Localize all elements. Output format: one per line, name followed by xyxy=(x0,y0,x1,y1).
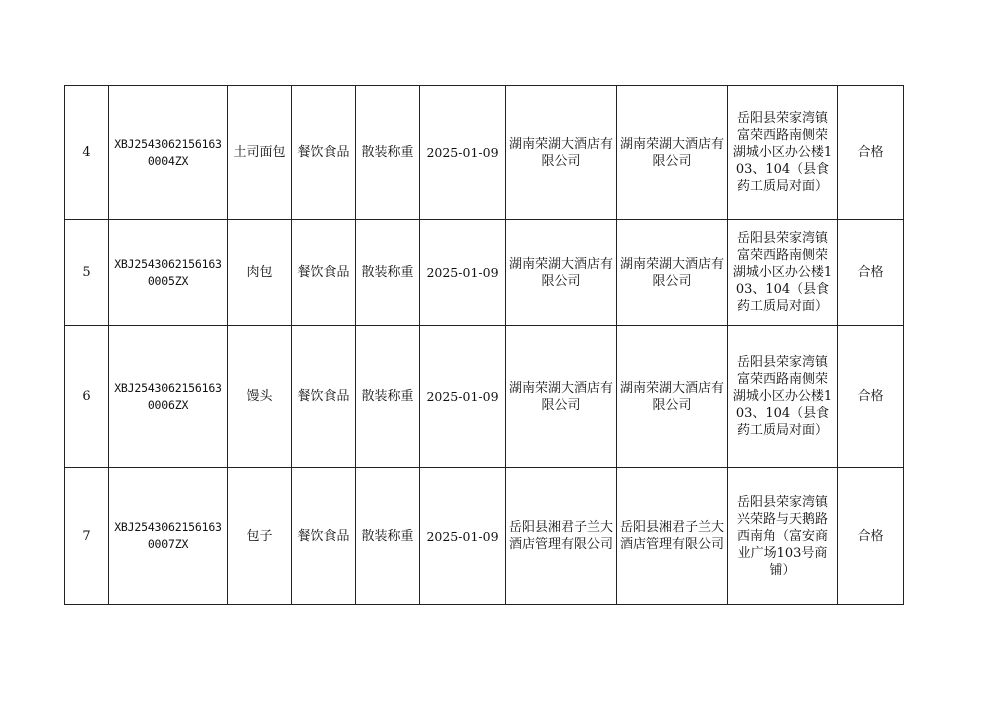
production-date: 2025-01-09 xyxy=(420,326,506,468)
table-row xyxy=(65,220,904,326)
inspection-result: 合格 xyxy=(838,326,904,468)
producer-name: 岳阳县湘君子兰大酒店管理有限公司 xyxy=(506,468,617,605)
sample-code-line1: XBJ2543062156163 xyxy=(114,380,222,395)
row-number: 4 xyxy=(65,86,109,220)
specification: 散装称重 xyxy=(356,326,420,468)
row-number: 6 xyxy=(65,326,109,468)
inspection-result: 合格 xyxy=(838,220,904,326)
specification: 散装称重 xyxy=(356,468,420,605)
row-number: 7 xyxy=(65,468,109,605)
sampled-unit-name: 湖南荣湖大酒店有限公司 xyxy=(617,220,728,326)
sampled-unit-address: 岳阳县荣家湾镇富荣西路南侧荣湖城小区办公楼103、104（县食药工质局对面） xyxy=(728,220,838,326)
sampled-unit-name: 湖南荣湖大酒店有限公司 xyxy=(617,86,728,220)
inspection-result: 合格 xyxy=(838,468,904,605)
sampled-unit-address: 岳阳县荣家湾镇兴荣路与天鹅路西南角（富安商业广场103号商铺） xyxy=(728,468,838,605)
production-date: 2025-01-09 xyxy=(420,220,506,326)
specification: 散装称重 xyxy=(356,220,420,326)
sample-code-line1: XBJ2543062156163 xyxy=(114,520,222,534)
sample-code-line2: 0006ZX xyxy=(147,397,189,412)
specification: 散装称重 xyxy=(356,86,420,220)
sample-code-line1: XBJ2543062156163 xyxy=(114,256,222,271)
food-category: 餐饮食品 xyxy=(292,468,356,605)
food-name: 馒头 xyxy=(228,326,292,468)
inspection-results-table xyxy=(64,85,904,605)
sample-code-line2: 0004ZX xyxy=(147,153,189,168)
sample-code xyxy=(109,468,228,605)
producer-name: 湖南荣湖大酒店有限公司 xyxy=(506,86,617,220)
sample-code xyxy=(109,220,228,326)
food-name: 包子 xyxy=(228,468,292,605)
table-row xyxy=(65,326,904,468)
food-name: 土司面包 xyxy=(228,86,292,220)
sample-code xyxy=(109,86,228,220)
sampled-unit-address: 岳阳县荣家湾镇富荣西路南侧荣湖城小区办公楼103、104（县食药工质局对面） xyxy=(728,86,838,220)
table-row xyxy=(65,468,904,605)
sample-code-line1: XBJ2543062156163 xyxy=(114,136,222,151)
producer-name: 湖南荣湖大酒店有限公司 xyxy=(506,220,617,326)
sample-code-line2: 0007ZX xyxy=(147,537,189,551)
sampled-unit-name: 湖南荣湖大酒店有限公司 xyxy=(617,326,728,468)
production-date: 2025-01-09 xyxy=(420,86,506,220)
food-category: 餐饮食品 xyxy=(292,86,356,220)
inspection-result: 合格 xyxy=(838,86,904,220)
food-name: 肉包 xyxy=(228,220,292,326)
sampled-unit-name: 岳阳县湘君子兰大酒店管理有限公司 xyxy=(617,468,728,605)
producer-name: 湖南荣湖大酒店有限公司 xyxy=(506,326,617,468)
sample-code-line2: 0005ZX xyxy=(147,273,189,288)
table-row xyxy=(65,86,904,220)
sample-code xyxy=(109,326,228,468)
production-date: 2025-01-09 xyxy=(420,468,506,605)
food-category: 餐饮食品 xyxy=(292,326,356,468)
food-category: 餐饮食品 xyxy=(292,220,356,326)
row-number: 5 xyxy=(65,220,109,326)
sampled-unit-address: 岳阳县荣家湾镇富荣西路南侧荣湖城小区办公楼103、104（县食药工质局对面） xyxy=(728,326,838,468)
